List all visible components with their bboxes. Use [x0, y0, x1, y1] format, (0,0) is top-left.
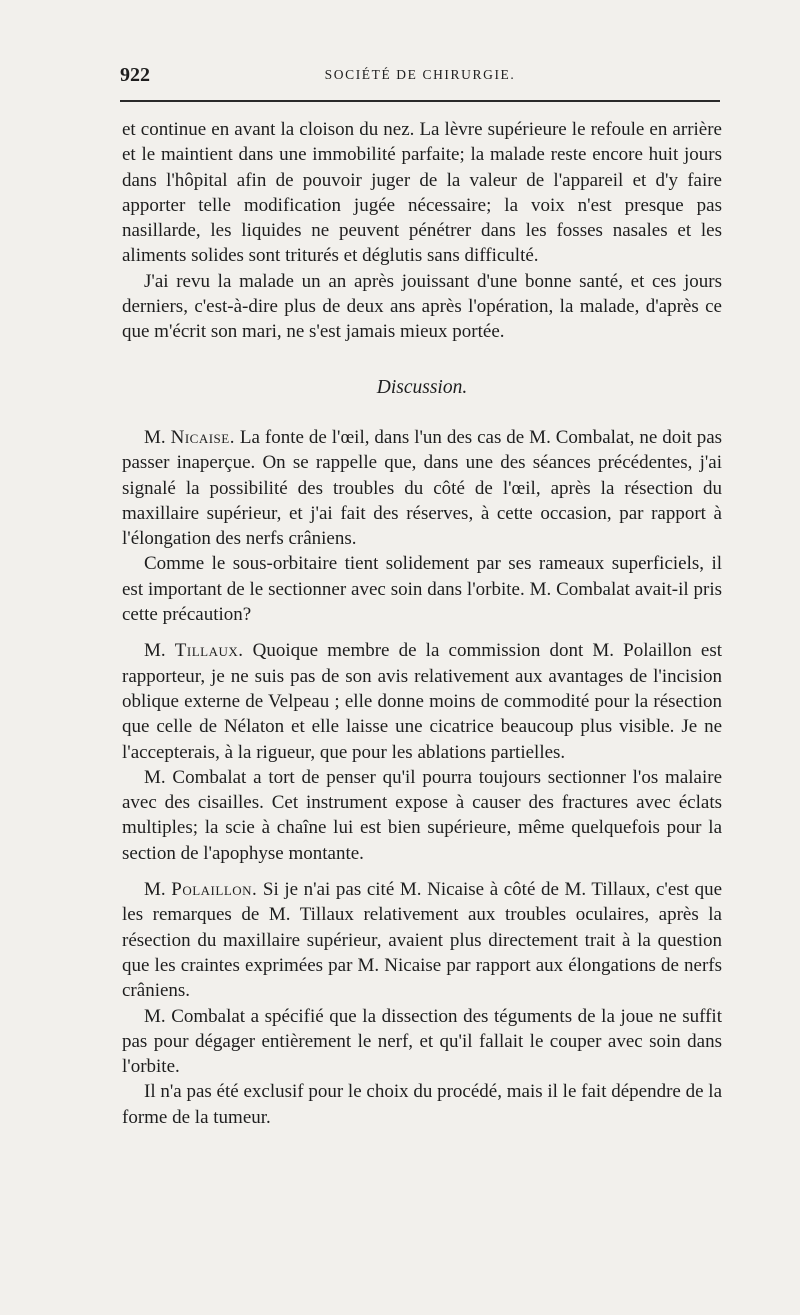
- speaker-prefix: M.: [144, 640, 166, 662]
- paragraph: Il n'a pas été exclusif pour le choix du procédé, mais il le fait dépendre de la forme de la tumeur.: [122, 1081, 722, 1128]
- page-number: 922: [120, 64, 150, 86]
- paragraph: J'ai revu la malade un an après jouissant d'une bonne santé, et ces jours derniers, c'est-à-dire plus de deux ans après l'opération, la malade, d'après ce que m'écrit son mari, ne s'est jamais mieux portée.: [122, 270, 722, 343]
- paragraph-text: Quoique membre de la commission dont M. Polaillon est rapporteur, je ne suis pas de son avis relativement aux avantages de l'incision oblique externe de Velpeau ; elle donne moins de commodité pour la résection que celle de Nélaton et elle laisse une cicatrice beaucoup plus visible. Je ne l'accepterais, à la rigueur, que pour les ablations partielles.: [122, 640, 723, 763]
- running-title: SOCIÉTÉ DE CHIRURGIE.: [324, 67, 516, 82]
- speaker-paragraph-polaillon: [122, 877, 722, 1003]
- paragraph: et continue en avant la cloison du nez. La lèvre supérieure le refoule en arrière et le maintient dans une immobilité parfaite; la malade reste encore huit jours dans l'hôpital afin de pouvoir juger de la valeur de l'appareil et d'y faire apporter telle modification jugée nécessaire; la voix n'est presque pas nasillarde, les liquides ne peuvent pénétrer dans les fosses nasales et les aliments solides sont triturés et déglutis sans difficulté.: [122, 119, 722, 267]
- header-rule: [120, 100, 720, 102]
- body-text: [122, 117, 722, 1130]
- speaker-prefix: M.: [144, 426, 166, 448]
- speaker-name: Tillaux.: [174, 640, 244, 662]
- speaker-paragraph-tillaux: [122, 638, 722, 764]
- page-header: [120, 64, 720, 90]
- speaker-paragraph-nicaise: [122, 425, 722, 551]
- paragraph-text: La fonte de l'œil, dans l'un des cas de M. Combalat, ne doit pas passer inaperçue. On se rappelle que, dans une des séances précédentes, j'ai signalé la possibilité des troubles du côté de l'œil, après la résection du maxillaire supérieur, et j'ai fait des réserves, à cette occasion, par rapport à l'élongation des nerfs crâniens.: [122, 426, 723, 550]
- paragraph-text: Si je n'ai pas cité M. Nicaise à côté de M. Tillaux, c'est que les remarques de M. Tillaux relativement aux troubles oculaires, après la résection du maxillaire supérieur, avaient plus directement trait à la question que les craintes exprimées par M. Nicaise par rapport aux élongations de nerfs crâniens.: [122, 879, 722, 1002]
- speaker-prefix: M.: [144, 879, 166, 901]
- section-heading: Discussion.: [376, 376, 468, 398]
- speaker-name: Polaillon.: [171, 879, 258, 901]
- paragraph: M. Combalat a spécifié que la dissection des téguments de la joue ne suffit pas pour dégager entièrement le nerf, et qu'il fallait le couper avec soin dans l'orbite.: [122, 1005, 722, 1078]
- speaker-name: Nicaise.: [170, 426, 235, 448]
- paragraph: M. Combalat a tort de penser qu'il pourra toujours sectionner l'os malaire avec des cisailles. Cet instrument expose à causer des fractures avec éclats multiples; la scie à chaîne lui est bien supérieure, même quelquefois pour la section de l'apophyse montante.: [122, 766, 722, 864]
- paragraph: Comme le sous-orbitaire tient solidement par ses rameaux superficiels, il est important de le sectionner avec soin dans l'orbite. M. Combalat avait-il pris cette précaution?: [122, 553, 722, 626]
